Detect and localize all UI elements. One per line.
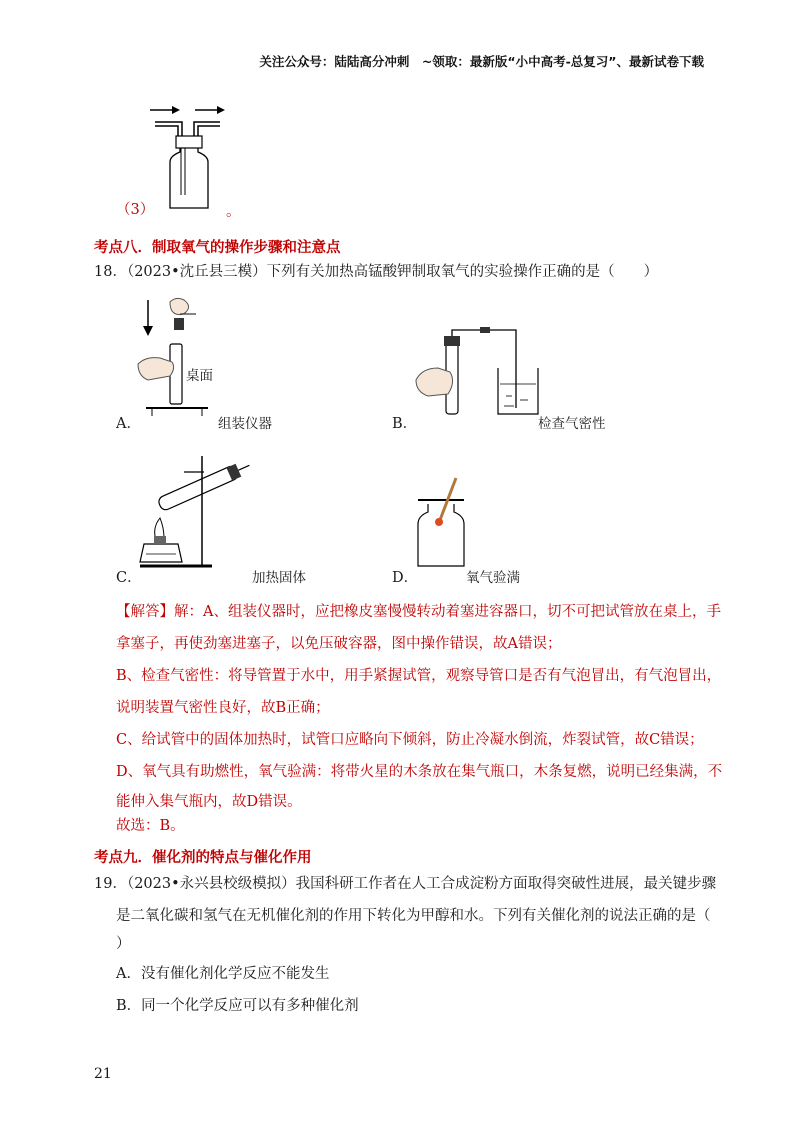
q19-stem-line-1: 19．（2023•永兴县校级模拟）我国科研工作者在人工合成淀粉方面取得突破性进展，最关键步骤 — [94, 876, 717, 892]
q18-stem: 18．（2023•沈丘县三模）下列有关加热高锰酸钾制取氧气的实验操作正确的是（ ） — [94, 264, 659, 280]
page-header: 关注公众号：陆陆高分冲刺 ~领取：最新版“小中高考-总复习”、最新试卷下载 — [259, 54, 704, 69]
option-c-letter: C． — [116, 570, 142, 586]
q19-stem-line-3: ） — [116, 936, 131, 952]
section-9-title: 考点九．催化剂的特点与催化作用 — [94, 850, 312, 866]
answer-line-5: C、给试管中的固体加热时，试管口应略向下倾斜，防止冷凝水倒流，炸裂试管，故C错误； — [116, 732, 704, 748]
gas-bottle-figure — [150, 100, 240, 215]
option-d-figure — [412, 474, 492, 574]
option-b-caption: 检查气密性 — [538, 416, 606, 432]
option-d-letter: D． — [392, 570, 419, 586]
answer-line-7: 能伸入集气瓶内，故D错误。 — [116, 794, 302, 810]
q19-option-b: B．同一个化学反应可以有多种催化剂 — [116, 998, 359, 1014]
q19-stem-line-2: 是二氧化碳和氢气在无机催化剂的作用下转化为甲醇和水。下列有关催化剂的说法正确的是（ — [116, 908, 711, 924]
item-3-period: 。 — [226, 204, 241, 220]
option-a-figure — [136, 292, 216, 417]
option-b-letter: B． — [392, 416, 418, 432]
section-8-title: 考点八．制取氧气的操作步骤和注意点 — [94, 240, 341, 256]
option-b-figure — [414, 322, 544, 422]
answer-line-4: 说明装置气密性良好，故B正确； — [116, 700, 330, 716]
option-c-caption: 加热固体 — [252, 570, 306, 586]
answer-line-6: D、氧气具有助燃性，氧气验满：将带火星的木条放在集气瓶口，木条复燃，说明已经集满，不 — [116, 764, 723, 780]
answer-line-1: 【解答】解：A、组装仪器时，应把橡皮塞慢慢转动着塞进容器口，切不可把试管放在桌上，手 — [116, 604, 721, 620]
answer-line-2: 拿塞子，再使劲塞进塞子，以免压破容器，图中操作错误，故A错误； — [116, 636, 562, 652]
option-c-figure — [136, 448, 256, 572]
answer-choice: 故选：B。 — [116, 818, 185, 834]
option-a-table-label: 桌面 — [186, 368, 213, 384]
q19-option-a: A．没有催化剂化学反应不能发生 — [116, 966, 330, 982]
option-a-caption: 组装仪器 — [218, 416, 272, 432]
item-3-label: （3） — [116, 202, 155, 218]
option-d-caption: 氧气验满 — [466, 570, 520, 586]
page-number: 21 — [94, 1066, 112, 1082]
option-a-letter: A． — [116, 416, 141, 432]
answer-line-3: B、检查气密性：将导管置于水中，用手紧握试管，观察导管口是否有气泡冒出，有气泡冒出， — [116, 668, 722, 684]
